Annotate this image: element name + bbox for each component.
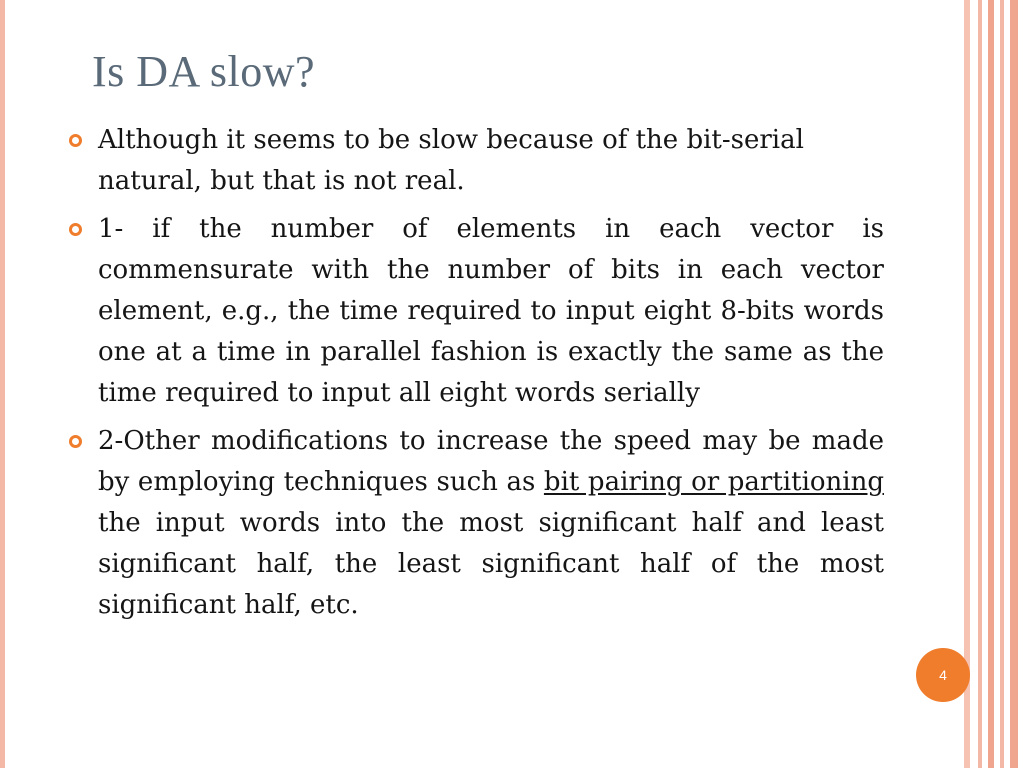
bullet-text (98, 421, 884, 626)
bullet-list (62, 120, 884, 633)
bullet-item (62, 421, 884, 626)
underlined-term: bit pairing or partitioning (543, 467, 884, 497)
circle-bullet-icon (69, 435, 82, 448)
circle-bullet-icon (69, 134, 82, 147)
bullet-text-end: the input words into the most significant half and least significant half, the least significant half of the most significant half, etc. (98, 508, 884, 620)
bullet-text-start: 2-Other modifications to increase the speed may be made by employing techniques such as (98, 426, 884, 497)
bullet-text: 1- if the number of elements in each vector is commensurate with the number of bits in each vector element, e.g., the time required to input eight 8-bits words one at a time in parallel fashion is exactly the same as the time required to input all eight words serially (98, 214, 884, 408)
page-number-badge: 4 (916, 648, 970, 702)
bullet-text: Although it seems to be slow because of the bit-serial natural, but that is not real. (98, 125, 804, 196)
circle-bullet-icon (69, 223, 82, 236)
right-stripes-decoration (964, 0, 1024, 768)
bullet-item (62, 120, 884, 202)
bullet-item (62, 209, 884, 414)
slide-title: Is DA slow? (92, 47, 316, 96)
left-border-decoration (0, 0, 5, 768)
